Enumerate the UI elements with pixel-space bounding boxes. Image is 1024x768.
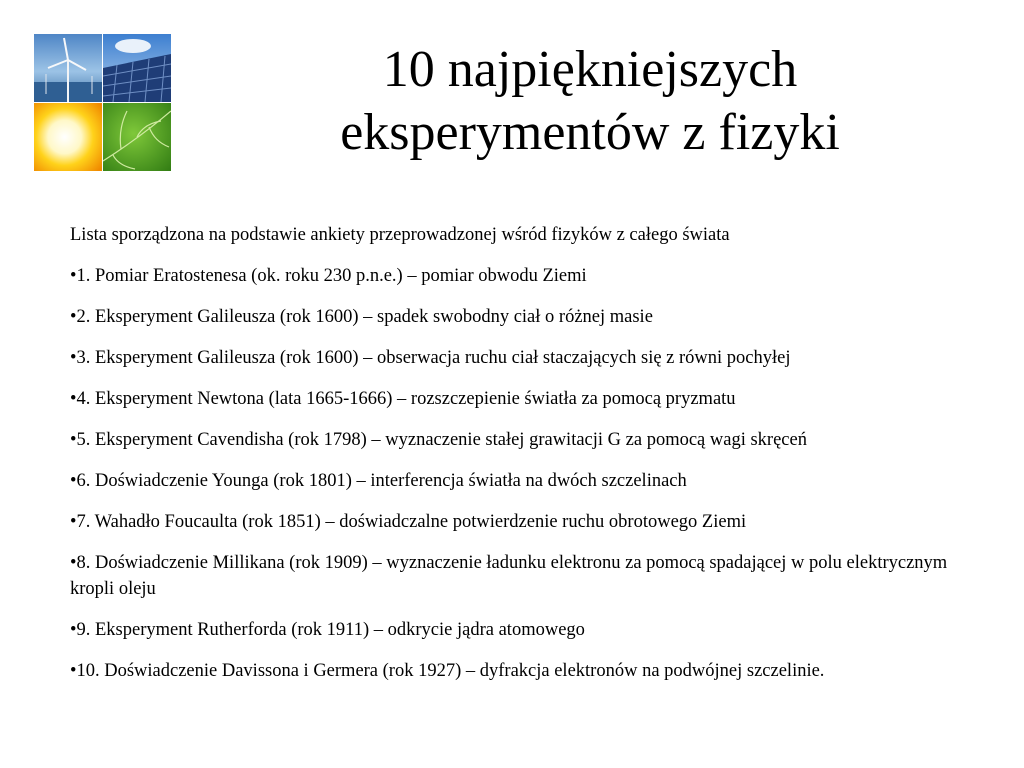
list-item: •8. Doświadczenie Millikana (rok 1909) – wyznaczenie ładunku elektronu za pomocą spadającej w polu elektrycznym kropli oleju	[70, 553, 948, 599]
wind-turbine-icon	[34, 34, 102, 102]
list-item: •5. Eksperyment Cavendisha (rok 1798) – wyznaczenie stałej grawitacji G za pomocą wagi skręceń	[70, 430, 807, 450]
title-line-1: 10 najpiękniejszych	[382, 41, 798, 98]
list-item: •1. Pomiar Eratostenesa (ok. roku 230 p.n.e.) – pomiar obwodu Ziemi	[70, 266, 587, 286]
list-item: •6. Doświadczenie Younga (rok 1801) – interferencja światła na dwóch szczelinach	[70, 471, 687, 491]
leaf-icon	[103, 103, 171, 171]
experiment-list	[70, 222, 990, 699]
solar-panel-icon	[103, 34, 171, 102]
title-line-2: eksperymentów z fizyki	[340, 104, 840, 161]
sun-icon	[34, 103, 102, 171]
list-item: •2. Eksperyment Galileusza (rok 1600) – spadek swobodny ciał o różnej masie	[70, 307, 653, 327]
page-title	[190, 38, 990, 164]
list-item: •7. Wahadło Foucaulta (rok 1851) – doświadczalne potwierdzenie ruchu obrotowego Ziemi	[70, 512, 747, 532]
list-item: •3. Eksperyment Galileusza (rok 1600) – obserwacja ruchu ciał staczających się z równi pochyłej	[70, 348, 791, 368]
energy-logo	[34, 34, 171, 171]
intro-text: Lista sporządzona na podstawie ankiety przeprowadzonej wśród fizyków z całego świata	[70, 225, 730, 245]
list-item: •10. Doświadczenie Davissona i Germera (rok 1927) – dyfrakcja elektronów na podwójnej szczelinie.	[70, 661, 825, 681]
list-item: •4. Eksperyment Newtona (lata 1665-1666) – rozszczepienie światła za pomocą pryzmatu	[70, 389, 736, 409]
list-item: •9. Eksperyment Rutherforda (rok 1911) – odkrycie jądra atomowego	[70, 620, 585, 640]
